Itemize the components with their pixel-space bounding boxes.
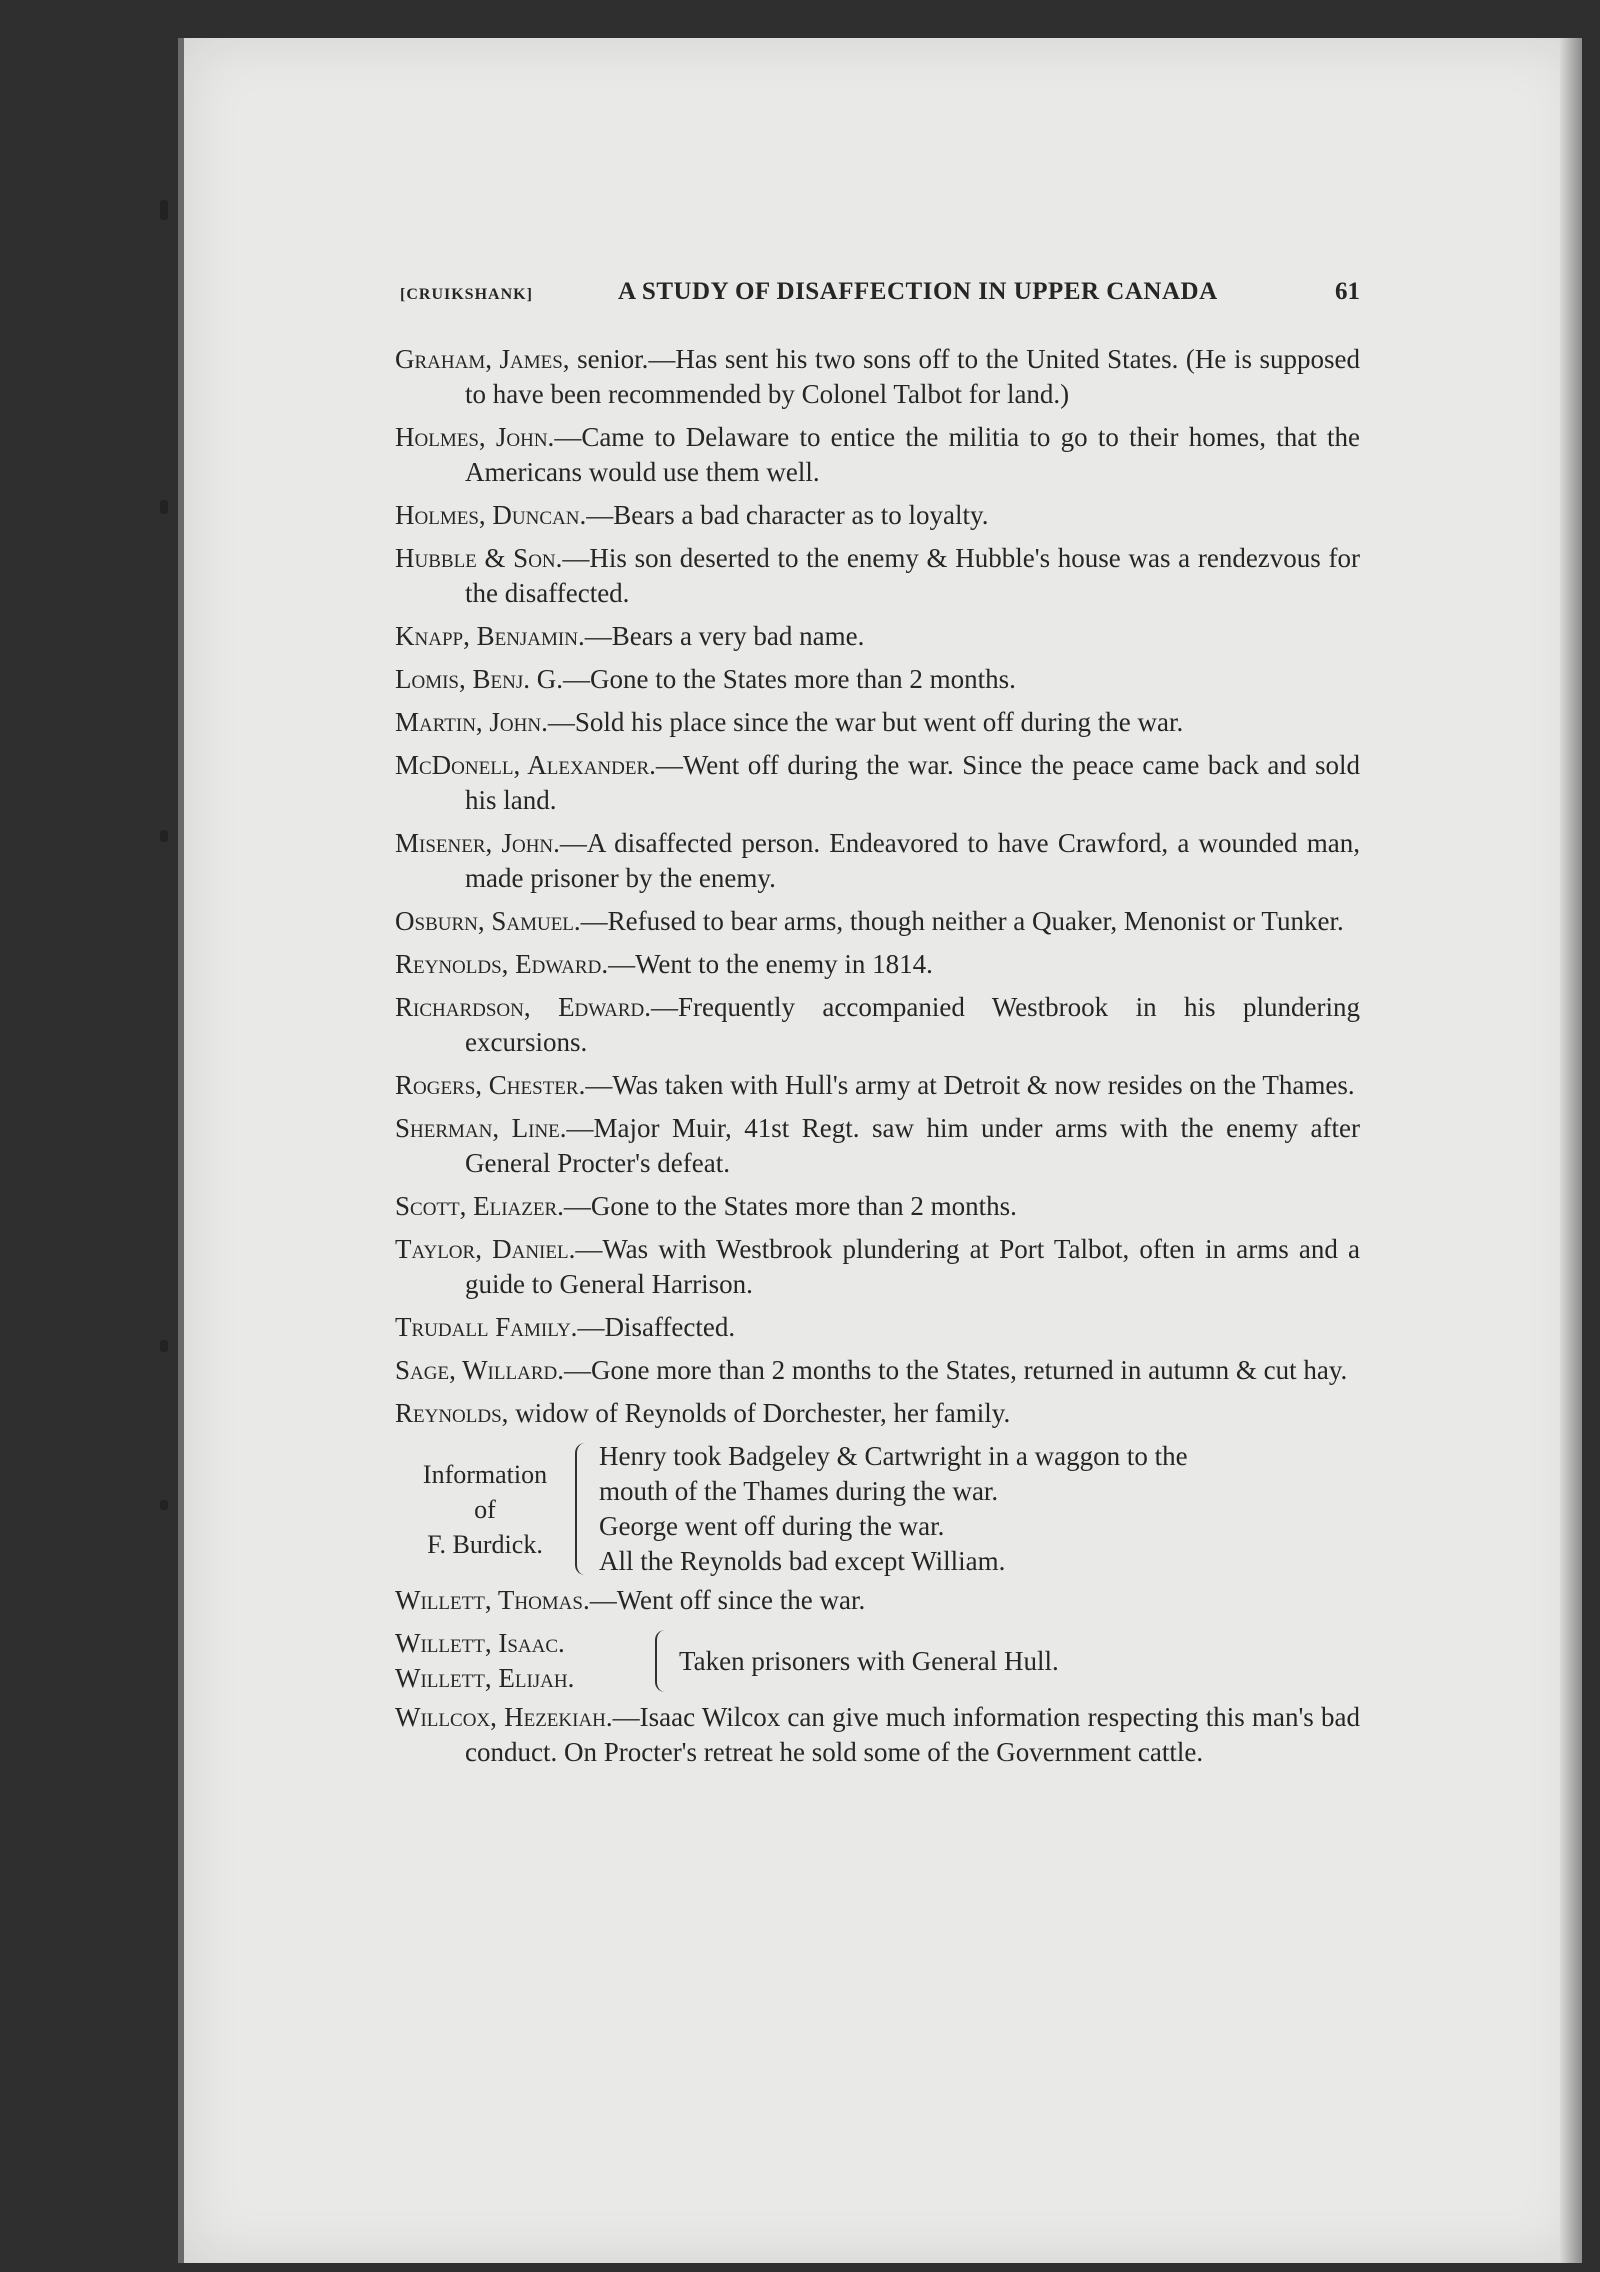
entry-text: —Was with Westbrook plundering at Port Talbot, often in arms and a guide to General Harrison.	[465, 1234, 1361, 1299]
entry-name: Misener, John.	[395, 828, 560, 858]
entry-name: Knapp, Benjamin.	[395, 621, 585, 651]
information-line: All the Reynolds bad except William.	[599, 1546, 1006, 1576]
entry-name: Graham, James,	[395, 344, 570, 374]
entry-text: —Bears a bad character as to loyalty.	[586, 500, 989, 530]
entry-name: Willett, Thomas.	[395, 1585, 590, 1615]
running-head-author: [CRUIKSHANK]	[400, 286, 533, 303]
brace-mark	[575, 1443, 591, 1575]
entry-name: Trudall Family.	[395, 1312, 578, 1342]
brace-mark	[655, 1630, 671, 1692]
entry	[395, 1310, 1360, 1345]
entry-name: Lomis, Benj. G.	[395, 664, 563, 694]
willett-text: Taken prisoners with General Hull.	[679, 1645, 1059, 1676]
entry-text: —Gone more than 2 months to the States, returned in autumn & cut hay.	[563, 1355, 1348, 1385]
willett-names	[395, 1626, 655, 1696]
entry-text: —Came to Delaware to entice the militia to go to their homes, that the Americans would use them well.	[465, 422, 1360, 487]
entry-text: —Bears a very bad name.	[584, 621, 865, 651]
entry-name: Richardson, Edward.	[395, 992, 651, 1022]
entry-list	[395, 342, 1360, 1431]
entry-text: —Went to the enemy in 1814.	[608, 949, 933, 979]
entry-text: senior.—Has sent his two sons off to the United States. (He is supposed to have been recommended by Colonel Talbot for land.)	[465, 344, 1360, 409]
entry-name: McDonell, Alexander.	[395, 750, 656, 780]
entry-text: —Refused to bear arms, though neither a Quaker, Menonist or Tunker.	[580, 906, 1344, 936]
entry-name: Scott, Eliazer.	[395, 1191, 564, 1221]
entry-text: —Gone to the States more than 2 months.	[563, 1191, 1017, 1221]
entry-text: —Sold his place since the war but went off during the war.	[547, 707, 1184, 737]
entry-name: Holmes, Duncan.	[395, 500, 587, 530]
page-edge	[1560, 38, 1582, 2263]
information-line: mouth of the Thames during the war.	[599, 1476, 999, 1506]
running-head-title: A STUDY OF DISAFFECTION IN UPPER CANADA	[618, 278, 1218, 305]
entry	[395, 1232, 1360, 1302]
entry	[395, 904, 1360, 939]
entry	[395, 947, 1360, 982]
entry-text: widow of Reynolds of Dorchester, her family.	[508, 1398, 1011, 1428]
information-block	[395, 1439, 1360, 1579]
information-label-line: of	[474, 1494, 496, 1524]
entry	[395, 662, 1360, 697]
willett-block	[395, 1626, 1360, 1696]
entry-name: Willett, Isaac.	[395, 1628, 565, 1658]
page-body	[395, 342, 1360, 1778]
entry	[395, 1189, 1360, 1224]
entry	[395, 342, 1360, 412]
entry-name: Reynolds, Edward.	[395, 949, 609, 979]
entry-text: —Went off since the war.	[589, 1585, 866, 1615]
information-line: George went off during the war.	[599, 1511, 945, 1541]
entry-name: Willett, Elijah.	[395, 1663, 575, 1693]
running-header	[400, 278, 1360, 318]
entry	[395, 1068, 1360, 1103]
entry-name: Reynolds,	[395, 1398, 509, 1428]
entry-text: —Went off during the war. Since the peace came back and sold his land.	[465, 750, 1360, 815]
entry-name: Rogers, Chester.	[395, 1070, 586, 1100]
entry	[395, 748, 1360, 818]
entry	[395, 619, 1360, 654]
entry	[395, 541, 1360, 611]
entry-text: —Gone to the States more than 2 months.	[562, 664, 1016, 694]
entry-name: Sherman, Line.	[395, 1113, 567, 1143]
entry	[395, 705, 1360, 740]
information-line: Henry took Badgeley & Cartwright in a waggon to the	[599, 1441, 1188, 1471]
information-lines	[599, 1439, 1188, 1579]
information-label-line: Information	[422, 1459, 548, 1489]
entry-text: —Major Muir, 41st Regt. saw him under arms with the enemy after General Procter's defeat.	[465, 1113, 1361, 1178]
entry-text: —Disaffected.	[577, 1312, 736, 1342]
entry-text: —Isaac Wilcox can give much information respecting this man's bad conduct. On Procter's retreat he sold some of the Government cattle.	[465, 1702, 1360, 1767]
entry-text: —Frequently accompanied Westbrook in his plundering excursions.	[465, 992, 1360, 1057]
entry	[395, 1583, 1360, 1618]
entry-name: Taylor, Daniel.	[395, 1234, 576, 1264]
entry-name: Holmes, John.	[395, 422, 555, 452]
entry-name: Sage, Willard.	[395, 1355, 564, 1385]
entry	[395, 498, 1360, 533]
entry-name: Hubble & Son.	[395, 543, 563, 573]
entry-name: Willcox, Hezekiah.	[395, 1702, 613, 1732]
entry	[395, 1353, 1360, 1388]
entry	[395, 826, 1360, 896]
entry	[395, 1396, 1360, 1431]
entry-text: —His son deserted to the enemy & Hubble's house was a rendezvous for the disaffected.	[465, 543, 1360, 608]
entry	[395, 990, 1360, 1060]
entry	[395, 1111, 1360, 1181]
entry	[395, 1700, 1360, 1770]
entry-text: —A disaffected person. Endeavored to have Crawford, a wounded man, made prisoner by the enemy.	[465, 828, 1360, 893]
entry-name: Osburn, Samuel.	[395, 906, 581, 936]
entry-name: Martin, John.	[395, 707, 548, 737]
information-label	[395, 1457, 575, 1562]
entry-text: —Was taken with Hull's army at Detroit & now resides on the Thames.	[585, 1070, 1355, 1100]
information-label-line: F. Burdick.	[427, 1529, 543, 1559]
entry	[395, 420, 1360, 490]
page-number: 61	[1335, 278, 1360, 305]
